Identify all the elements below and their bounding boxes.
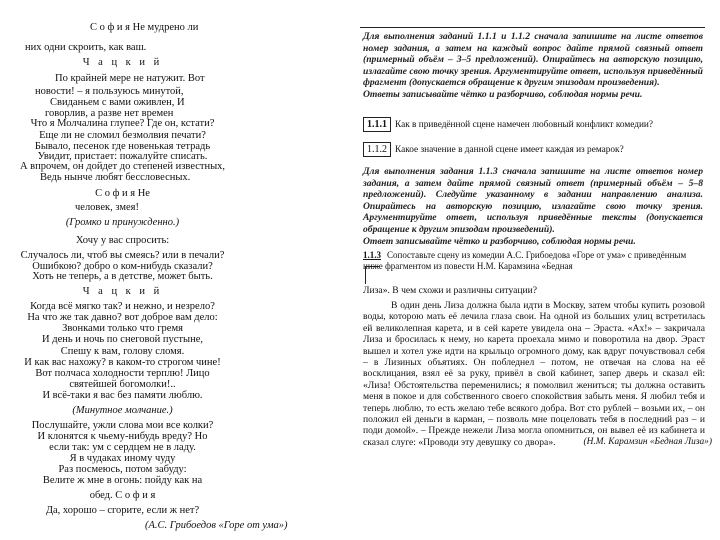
verse-line: новости! – я пользуюсь минутой, [35,86,184,97]
verse-line: если так: ум с сердцем не в ладу. [49,442,196,453]
verse-line: Ч а ц к и й [82,57,163,68]
passage-attribution: (Н.М. Карамзин «Бедная Лиза») [583,437,712,447]
verse-line: них одни скроить, как ваш. [25,42,147,53]
verse-attribution: (А.С. Грибоедов «Горе от ума») [145,520,288,531]
verse-line: Я в чудаках иному чуду [69,453,176,464]
verse-line: Послушайте, ужли слова мои все колки? [31,420,214,431]
instructions-1-note: Ответы записывайте чётко и разборчиво, соблюдая нормы речи. [363,88,643,100]
verse-line: Ошибкою? добро о ком-нибудь сказали? [32,261,213,272]
verse-line: святейшей богомолки!.. [69,379,176,390]
verse-line: человек, змея! [75,202,139,213]
verse-line: Звонками только что гремя [62,323,183,334]
right-page [357,0,720,540]
instructions-2: Для выполнения задания 1.1.3 сначала запишите на листе ответов номер задания, а затем дайте прямой связный ответ (примерный объём – 5–8 предложений). Следуйте указанному в задании направлению анализа. Опирайтесь на авторскую позицию, излагайте свою точку зрения. Аргументируйте ответ, используя приведённые тексты (допускается обращение к другим эпизодам произведений). Ответ записывайте чётко и разборчиво, соблюдая нормы речи. [363,166,703,247]
verse-line: Когда всё мягко так? и нежно, и незрело? [30,301,215,312]
verse-line: А впрочем, он дойдет до степеней известных, [19,161,226,172]
verse-line: Еще ли не сломил безмолвия печати? [39,130,206,141]
verse-line: Ч а ц к и й [82,286,163,297]
verse-line: И как вас нахожу? в каком-то строгом чине! [24,357,221,368]
verse-line: На что же так давно? вот доброе вам дело: [27,312,218,323]
verse-line: Велите ж мне в огонь: пойду как на [42,475,203,486]
verse-line: Вот полчаса холодности терплю! Лицо [35,368,210,379]
verse-line: Спешу к вам, голову сломя. [60,346,185,357]
verse-line: С о ф и я Не [95,188,150,199]
verse-line: Увидит, пристает: пожалуйте списать. [37,151,208,162]
verse-line: Хоть не теперь, а в детстве, может быть. [32,271,213,282]
verse-line: И клонятся к чьему-нибудь вреду? Но [37,431,208,442]
task-1-1-2: 1.1.2 Какое значение в данной сцене имеет каждая из ремарок? [363,142,624,157]
verse-line: (Громко и принужденно.) [65,217,180,228]
verse-line: Раз посмеюсь, потом забуду: [58,464,187,475]
verse-line: Свиданьем с вами оживлен, И [50,97,185,108]
verse-line: Случалось ли, чтоб вы смеясь? или в печали? [20,250,225,261]
verse-line: Хочу у вас спросить: [75,235,170,246]
verse-line: говорлив, а разве нет времен [45,108,174,119]
passage: В один день Лиза должна была идти в Москву, затем чтобы купить розовой воды, которою мать её лечила глаза свои. На одной из больших улиц встретилась ей великолепная карета, и в сей карете увидела она – Эраста. «Ах!» – закричала Лиза и бросилась к нему, но карета проехала мимо и поворотила на двор. Эраст вышел и хотел уже идти на крыльцо огромного дому, как вдруг почувствовал себя – в Лизиных объятиях. Он побледнел – потом, не отвечая на слова на её восклицания, взял её за руку, привёл в свой кабинет, запер дверь и сказал ей: «Лиза! Обстоятельства переменились; я помолвил жениться; ты должна оставить меня в покое и для собственного своего спокойствия забыть меня. Я любил тебя и теперь люблю, то есть желаю тебе всякого добра. Вот сто рублей – возьми их, – он положил ей деньги в карман, – позволь мне поцеловать тебя в последний раз – и поди домой». – Прежде нежели Лиза могла опомниться, он вывел её из кабинета и сказал слуге: «Проводи эту девушку со двора». [363,300,705,448]
verse-line: И день и ночь по снеговой пустыне, [42,334,203,345]
left-page [0,0,300,540]
verse-line: Ведь нынче любят бессловесных. [40,172,191,183]
verse-line: (Минутное молчание.) [72,405,173,416]
verse-line: По крайней мере не натужит. Вот [55,73,205,84]
question: Лиза». В чем схожи и различны ситуации? [363,285,538,296]
task-1-1-3: 1.1.3 Сопоставьте сцену из комедии А.С. Грибоедова «Горе от ума» с приведённым ниже фрагментом из повести Н.М. Карамзина «Бедная [363,250,687,271]
verse-line: Бывало, песенок где новенькая тетрадь [34,141,211,152]
instructions-2-note: Ответ записывайте чётко и разборчиво, соблюдая нормы речи. [363,235,636,247]
verse-line: Что я Молчалина глупее? Где он, кстати? [30,118,215,129]
verse-line: С о ф и я Не мудрено ли [90,22,199,33]
verse-line: обед. С о ф и я [89,490,156,501]
divider [360,27,705,28]
task-bracket [365,266,379,284]
verse-line: И всё-таки я вас без памяти люблю. [42,390,203,401]
verse-line: Да, хорошо – сгорите, если ж нет? [45,505,200,516]
task-1-1-1: 1.1.1 Как в приведённой сцене намечен любовный конфликт комедии? [363,117,653,132]
instructions-1: Для выполнения заданий 1.1.1 и 1.1.2 сначала запишите на листе ответов номер задания, а затем на каждый вопрос дайте прямой связный ответ (примерный объём – 3–5 предложений). Опирайтесь на авторскую позицию, излагайте свою точку зрения. Аргументируйте ответ, используя приведённый фрагмент (допускается обращение к другим эпизодам произведения). Ответы записывайте чётко и разборчиво, соблюдая нормы речи. [363,31,703,100]
